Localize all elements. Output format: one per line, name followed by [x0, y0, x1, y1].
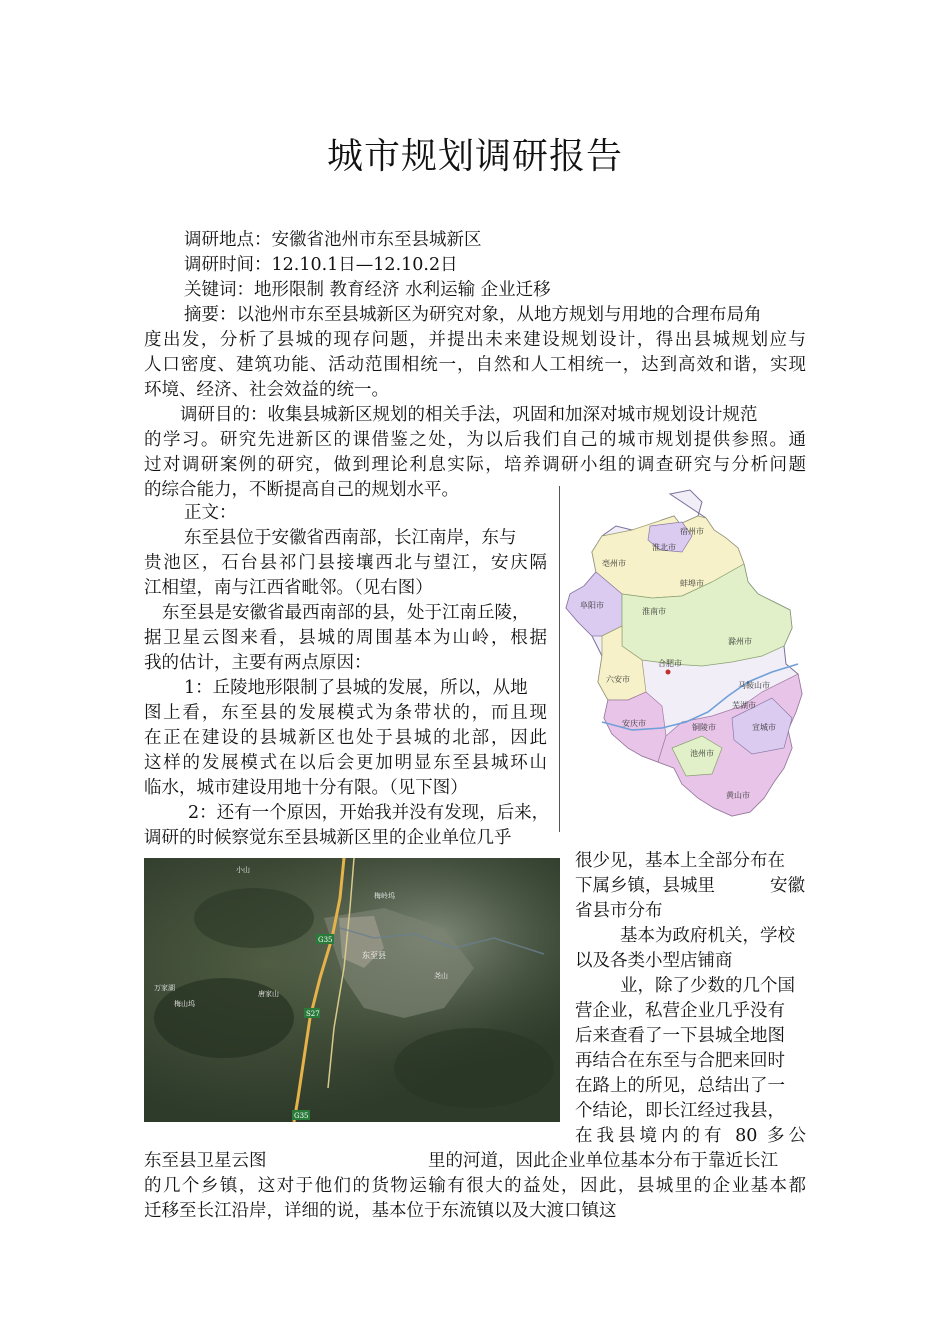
satellite-svg	[144, 858, 560, 1122]
tail-line: 迁移至长江沿岸，详细的说，基本位于东流镇以及大渡口镇这	[144, 1201, 617, 1221]
purpose-line: 过对调研案例的研究，做到理论利息实际，培养调研小组的调查研究与分析问题	[144, 455, 806, 475]
place-label: 东至县	[362, 951, 386, 960]
anhui-map	[562, 486, 808, 832]
road-label: G35	[294, 1112, 309, 1120]
meta-keywords: 关键词：地形限制 教育经济 水利运输 企业迁移	[184, 280, 551, 300]
meta-time: 调研时间：12.10.1日—12.10.2日	[184, 255, 458, 275]
road-label: S27	[306, 1010, 320, 1018]
meta-location: 调研地点：安徽省池州市东至县城新区	[184, 230, 482, 250]
place-label: 尧山	[434, 972, 448, 980]
place-label: 唐家山	[258, 990, 279, 998]
place-label: 梅山坞	[174, 1000, 195, 1008]
abstract-line: 摘要：以池州市东至县城新区为研究对象，从地方规划与用地的合理布局角	[184, 305, 762, 325]
body-line: 临水，城市建设用地十分有限。（见下图）	[144, 778, 468, 798]
right-line: 业，除了少数的几个国	[620, 976, 795, 996]
place-label: 梅岭坞	[374, 892, 395, 900]
abstract-line: 度出发，分析了县城的现存问题，并提出未来建设规划设计，得出县城规划应与	[144, 330, 806, 350]
body-line: 贵池区，石台县祁门县接壤西北与望江，安庆隔	[144, 553, 547, 573]
tail-line: 的几个乡镇，这对于他们的货物运输有很大的益处，因此，县城里的企业基本都	[144, 1176, 806, 1196]
map-label: 宿州市	[680, 527, 704, 536]
page-title: 城市规划调研报告	[326, 136, 623, 177]
right-line: 再结合在东至与合肥来回时	[575, 1051, 785, 1071]
place-label: 万家湖	[154, 984, 175, 992]
right-line: 在路上的所见，总结出了一	[575, 1076, 785, 1096]
right-line: 以及各类小型店铺商	[575, 951, 733, 971]
anhui-map-svg	[562, 486, 808, 832]
body-line: 东至县是安徽省最西南部的县，处于江南丘陵，	[162, 603, 530, 623]
purpose-line: 的综合能力，不断提高自己的规划水平。	[144, 480, 459, 500]
ridge	[194, 888, 314, 948]
right-line: 很少见，基本上全部分布在	[575, 851, 785, 871]
map-label: 亳州市	[602, 559, 626, 568]
road-label: G35	[318, 936, 333, 944]
body-line: 在正在建设的县城新区也处于县城的北部，因此	[144, 728, 547, 748]
map-label: 池州市	[690, 749, 714, 758]
right-line: 个结论，即长江经过我县，	[575, 1101, 785, 1121]
map-label: 芜湖市	[732, 701, 756, 710]
right-line: 在我县境内的有 80 多公	[575, 1126, 806, 1146]
abstract-line: 环境、经济、社会效益的统一。	[144, 380, 389, 400]
ridge	[394, 1028, 554, 1108]
map-caption: 安徽	[770, 876, 805, 896]
frame-divider	[559, 486, 560, 832]
body-line: 据卫星云图来看，县城的周围基本为山岭，根据	[144, 628, 547, 648]
sat-caption: 东至县卫星云图	[144, 1151, 267, 1171]
body-line: 江相望，南与江西省毗邻。（见右图）	[144, 578, 433, 598]
purpose-line: 调研目的：收集县城新区规划的相关手法，巩固和加深对城市规划设计规范	[180, 405, 758, 425]
right-line: 后来查看了一下县城全地图	[575, 1026, 785, 1046]
map-label: 淮南市	[642, 607, 666, 616]
body-line: 调研的时候察觉东至县城新区里的企业单位几乎	[144, 828, 512, 848]
satellite-image	[144, 858, 560, 1122]
map-label: 六安市	[606, 675, 630, 684]
body-line: 正文：	[184, 503, 237, 523]
purpose-line: 的学习。研究先进新区的课借鉴之处，为以后我们自己的城市规划提供参照。通	[144, 430, 806, 450]
body-line: 图上看，东至县的发展模式为条带状的，而且现	[144, 703, 547, 723]
body-line: 1：丘陵地形限制了县城的发展，所以，从地	[184, 678, 528, 698]
body-line: 我的估计，主要有两点原因：	[144, 653, 372, 673]
body-line: 这样的发展模式在以后会更加明显东至县城环山	[144, 753, 547, 773]
map-label: 铜陵市	[692, 723, 716, 732]
map-label: 阜阳市	[580, 601, 604, 610]
body-line: 2：还有一个原因，开始我并没有发现，后来，	[188, 803, 550, 823]
right-line: 省县市分布	[575, 901, 663, 921]
map-label: 滁州市	[728, 637, 752, 646]
right-line: 下属乡镇，县城里	[575, 876, 715, 896]
map-label: 安庆市	[622, 719, 646, 728]
map-label: 合肥市	[658, 659, 682, 668]
map-label: 淮北市	[652, 543, 676, 552]
place-label: 小山	[236, 866, 250, 874]
right-line: 营企业，私营企业几乎没有	[575, 1001, 785, 1021]
hefei-marker	[666, 670, 671, 675]
map-label: 蚌埠市	[680, 579, 704, 588]
body-line: 东至县位于安徽省西南部，长江南岸，东与	[184, 528, 517, 548]
abstract-line: 人口密度、建筑功能、活动范围相统一，自然和人工相统一，达到高效和谐，实现	[144, 355, 806, 375]
map-label: 马鞍山市	[738, 681, 770, 690]
tail-line: 里的河道，因此企业单位基本分布于靠近长江	[428, 1151, 778, 1171]
right-line: 基本为政府机关，学校	[620, 926, 795, 946]
map-label: 宣城市	[752, 723, 776, 732]
map-label: 黄山市	[726, 791, 750, 800]
